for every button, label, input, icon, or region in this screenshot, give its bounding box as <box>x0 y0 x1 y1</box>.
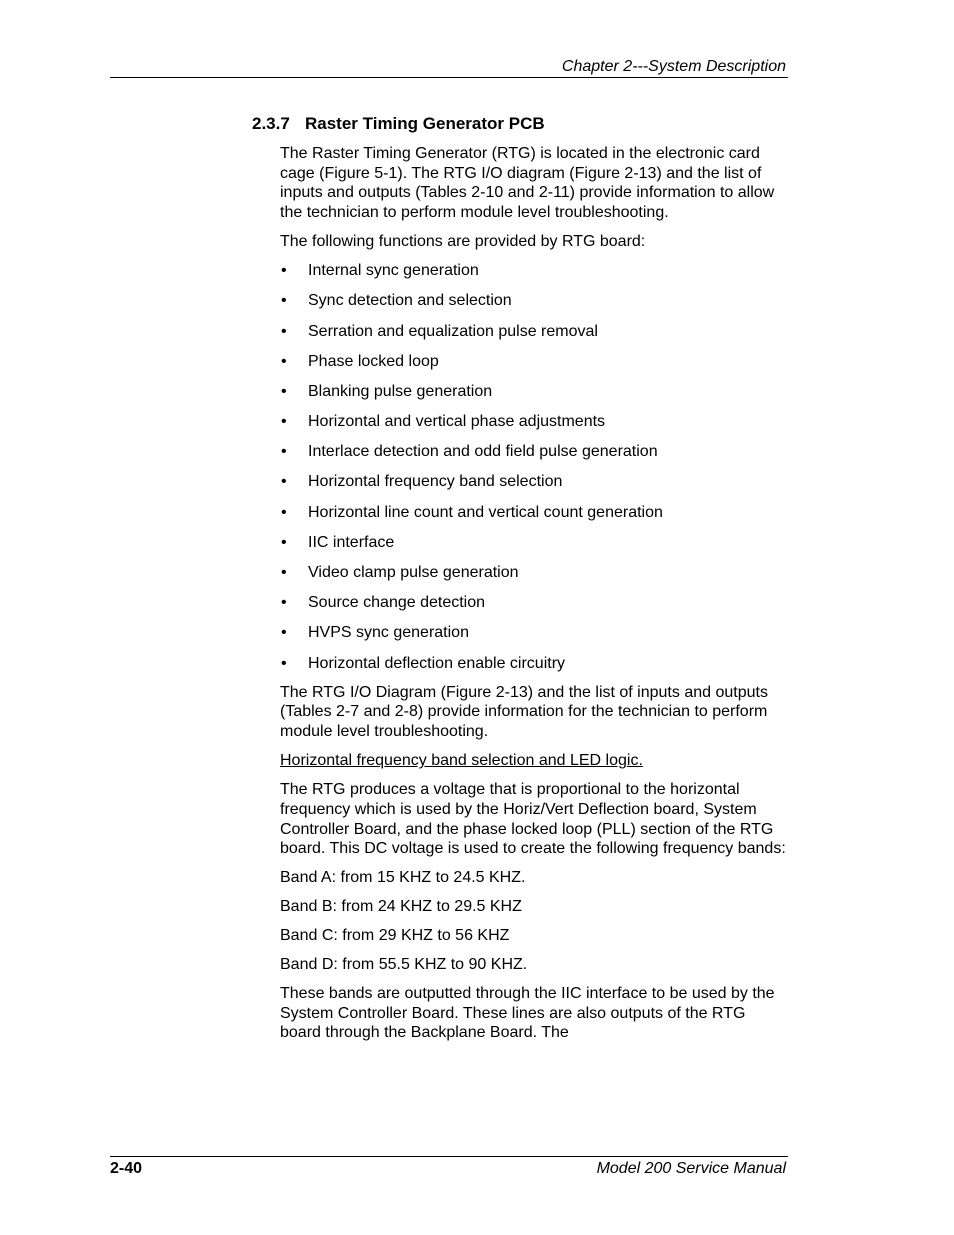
list-item <box>280 442 788 462</box>
bullet-icon: • <box>281 564 287 582</box>
band-line: Band A: from 15 KHZ to 24.5 KHZ. <box>280 869 526 887</box>
list-item <box>280 533 788 553</box>
list-item-text: Horizontal frequency band selection <box>308 473 563 491</box>
list-item <box>280 563 788 583</box>
voltage-paragraph: The RTG produces a voltage that is proportional to the horizontal frequency which is used by the Horiz/Vert Deflection board, System Controller Board, and the phase locked loop (PLL) section of the RTG board. This DC voltage is used to create the following frequency bands: <box>280 781 786 858</box>
bullet-icon: • <box>281 262 287 280</box>
list-item <box>280 322 788 342</box>
functions-list <box>280 261 788 673</box>
list-item-text: HVPS sync generation <box>308 624 469 642</box>
bullet-icon: • <box>281 473 287 491</box>
list-item-text: Serration and equalization pulse removal <box>308 322 598 340</box>
running-header: Chapter 2---System Description <box>561 58 786 75</box>
page-number: 2-40 <box>110 1160 143 1177</box>
bullet-icon: • <box>281 624 287 642</box>
band-line: Band B: from 24 KHZ to 29.5 KHZ <box>280 898 522 916</box>
bullet-icon: • <box>281 594 287 612</box>
list-item <box>280 503 788 523</box>
bullet-icon: • <box>281 352 287 370</box>
bullet-icon: • <box>281 413 287 431</box>
list-item <box>280 472 788 492</box>
section-number: 2.3.7 <box>252 114 290 133</box>
list-item-text: IIC interface <box>308 533 395 551</box>
bullet-icon: • <box>281 654 287 672</box>
list-item <box>280 412 788 432</box>
list-item <box>280 352 788 372</box>
bullet-icon: • <box>281 292 287 310</box>
closing-paragraph: These bands are outputted through the IIC interface to be used by the System Controller Board. These lines are also outputs of the RTG board through the Backplane Board. The <box>280 985 775 1042</box>
list-item-text: Blanking pulse generation <box>308 382 493 400</box>
list-item-text: Horizontal line count and vertical count generation <box>308 503 663 521</box>
footer-divider <box>110 1156 788 1157</box>
list-item <box>280 382 788 402</box>
list-item-text: Video clamp pulse generation <box>308 564 519 582</box>
section-heading <box>252 114 545 134</box>
subsection-heading <box>280 751 788 771</box>
manual-title: Model 200 Service Manual <box>596 1160 786 1177</box>
bullet-icon: • <box>281 533 287 551</box>
intro-paragraph: The Raster Timing Generator (RTG) is located in the electronic card cage (Figure 5-1). The RTG I/O diagram (Figure 2-13) and the list of inputs and outputs (Tables 2-10 and 2-11) provide information to allow the technician to perform module level troubleshooting. <box>280 145 775 221</box>
list-item <box>280 593 788 613</box>
list-item-text: Horizontal and vertical phase adjustments <box>308 413 606 431</box>
bullet-icon: • <box>281 322 287 340</box>
bullet-icon: • <box>281 443 287 461</box>
list-item <box>280 291 788 311</box>
list-item-text: Internal sync generation <box>308 262 479 280</box>
band-line: Band D: from 55.5 KHZ to 90 KHZ. <box>280 956 528 974</box>
list-item-text: Horizontal deflection enable circuitry <box>308 654 566 672</box>
functions-lead: The following functions are provided by RTG board: <box>280 232 646 250</box>
subsection-heading-text: Horizontal frequency band selection and LED logic. <box>280 752 643 770</box>
list-item <box>280 623 788 643</box>
band-line: Band C: from 29 KHZ to 56 KHZ <box>280 927 510 945</box>
list-item <box>280 654 788 674</box>
list-item-text: Phase locked loop <box>308 352 439 370</box>
body-content <box>280 144 788 1053</box>
io-diagram-paragraph: The RTG I/O Diagram (Figure 2-13) and the list of inputs and outputs (Tables 2-7 and 2-8) provide information for the technician to perform module level troubleshooting. <box>280 683 768 740</box>
list-item-text: Source change detection <box>308 594 486 612</box>
bullet-icon: • <box>281 382 287 400</box>
list-item-text: Sync detection and selection <box>308 292 512 310</box>
header-divider <box>110 77 788 78</box>
bullet-icon: • <box>281 503 287 521</box>
list-item-text: Interlace detection and odd field pulse generation <box>308 443 658 461</box>
list-item <box>280 261 788 281</box>
section-title: Raster Timing Generator PCB <box>305 114 545 133</box>
